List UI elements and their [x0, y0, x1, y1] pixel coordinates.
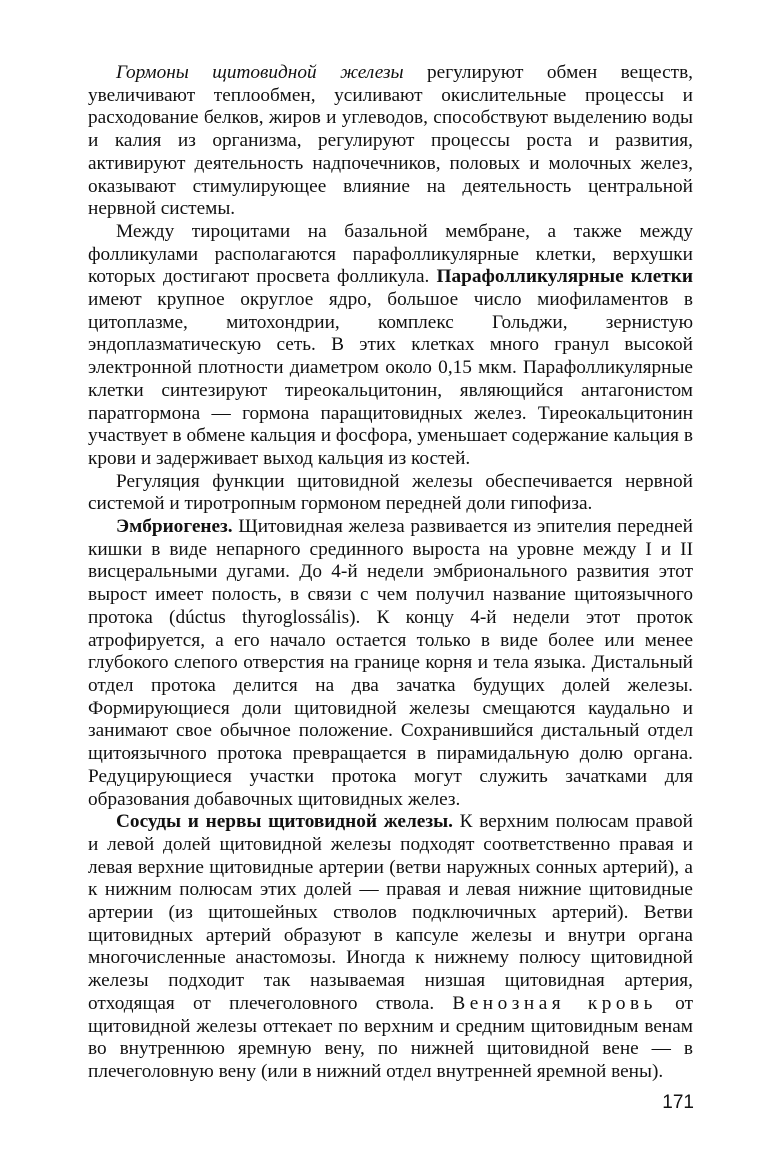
bold-term-parafollicular-cells: Парафолликулярные клетки — [436, 266, 693, 288]
page-number: 171 — [662, 1092, 694, 1113]
paragraph-parafollicular-cells — [88, 221, 693, 471]
paragraph-thyroid-hormones — [88, 62, 693, 221]
bold-heading-vessels-nerves: Сосуды и нервы щитовидной железы. — [116, 811, 453, 833]
paragraph-text: от щитовидной железы оттекает по верхним и средним щитовидным венам во внутреннюю яремную вену, по нижней щитовидной вене — в плечеголовную вену (или в нижний отдел внутренней яремной вены). — [88, 992, 693, 1082]
body-text — [88, 62, 693, 1084]
paragraph-text: регулируют обмен веществ, увеличивают теплообмен, усиливают окислительные процессы и расходование белков, жиров и углеводов, способствуют выделению воды и калия из организма, регулируют процессы роста и развития, активируют деятельность надпочечников, половых и молочных желез, оказывают стимулирующее влияние на деятельность центральной нервной системы. — [88, 62, 693, 220]
paragraph-regulation — [88, 471, 693, 516]
paragraph-text: Щитовидная железа развивается из эпителия передней кишки в виде непарного срединного выроста на уровне между I и II висцеральными дугами. До 4-й недели эмбрионального развития этот вырост имеет полость, в связи с чем получил название щитоязычного протока (dúctus thyroglossális). К концу 4-й недели этот проток атрофируется, а его начало остается только в виде более или менее глубокого слепого отверстия на границе корня и тела языка. Дистальный отдел протока делится на два зачатка будущих долей железы. Формирующиеся доли щитовидной железы смещаются каудально и занимают свое обычное положение. Сохранившийся дистальный отдел щитоязычного протока превращается в пирамидальную долю органа. Редуцирующиеся участки протока могут служить зачатками для образования добавочных щитовидных желез. — [88, 516, 693, 810]
paragraph-text: Регуляция функции щитовидной железы обеспечивается нервной системой и тиротропным гормоном передней доли гипофиза. — [88, 470, 693, 515]
spaced-term-venous-blood: Венозная кровь — [452, 992, 657, 1014]
bold-heading-embryogenesis: Эмбриогенез. — [116, 516, 233, 538]
paragraph-embryogenesis — [88, 516, 693, 811]
paragraph-text: имеют крупное округлое ядро, большое число миофиламентов в цитоплазме, митохондрии, комплекс Гольджи, зернистую эндоплазматическую сеть. В этих клетках много гранул высокой электронной плотности диаметром около 0,15 мкм. Парафолликулярные клетки синтезируют тиреокальцитонин, являющийся антагонистом паратгормона — гормона паращитовидных желез. Тиреокальцитонин участвует в обмене кальция и фосфора, уменьшает содержание кальция в крови и задерживает выход кальция из костей. — [88, 289, 693, 469]
italic-term-thyroid-hormones: Гормоны щитовидной железы — [116, 62, 404, 83]
paragraph-text: Между тироцитами на базальной мембране, а также между фолликулами располагаются парафолликулярные клетки, верхушки которых достигают просвета фолликула. — [88, 220, 693, 288]
paragraph-vessels-nerves — [88, 811, 693, 1083]
paragraph-text: К верхним полюсам правой и левой долей щитовидной железы подходят соответственно правая и левая верхние щитовидные артерии (ветви наружных сонных артерий), а к нижним полюсам этих долей — правая и левая нижние щитовидные артерии (из щитошейных стволов подключичных артерий). Ветви щитовидных артерий образуют в капсуле железы и внутри органа многочисленные анастомозы. Иногда к нижнему полюсу щитовидной железы подходит так называемая низшая щитовидная артерия, отходящая от плечеголовного ствола. — [88, 811, 694, 1014]
